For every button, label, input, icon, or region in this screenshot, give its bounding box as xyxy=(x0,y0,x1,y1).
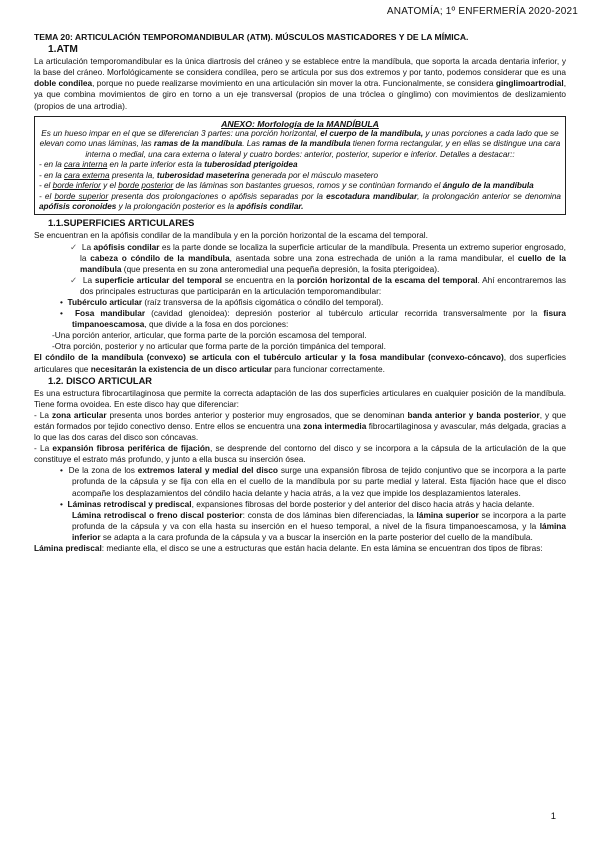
disco-intro: Es una estructura fibrocartilaginosa que permite la correcta adaptación de las dos superficies articulares en cualquier posición de la mandíbula. Tiene forma ovoidea. En este disco hay que diferenciar: xyxy=(34,387,566,409)
text-run: para funcionar correctamente. xyxy=(271,363,385,374)
check-item-temporal xyxy=(34,275,566,297)
text-run: . Ahí encontraremos las dos principales estructuras que participarán en la articulación temporomandibular: xyxy=(80,274,566,296)
text-run: - La xyxy=(34,443,53,454)
check-icon: ✓ xyxy=(70,241,78,252)
text-run-bold: escotadura mandibular xyxy=(326,191,418,201)
text-run-bold: expansión fibrosa periférica de fijación xyxy=(52,443,210,454)
bullet-item-tuberculo xyxy=(34,297,566,308)
document-body xyxy=(34,32,566,554)
text-run-bold: superficie articular del temporal xyxy=(94,274,222,285)
text-run-bold: tuberosidad pterigoidea xyxy=(204,160,298,170)
text-run: es la parte donde se localiza la superficie articular de la mandíbula. Presenta un extremo superior engrosado, la xyxy=(80,241,566,263)
text-run: , que divide a la fosa en dos porciones: xyxy=(144,319,289,330)
text-run: , asentada sobre una zona estrechada de unión a la rama mandibular, el xyxy=(229,252,518,263)
annex-box xyxy=(34,116,566,216)
text-run-bold: extremos lateral y medial del disco xyxy=(137,465,278,476)
running-header: ANATOMÍA; 1º ENFERMERÍA 2020-2021 xyxy=(386,6,578,17)
bullet-icon: • xyxy=(60,296,63,307)
section-heading-atm: 1.ATM xyxy=(48,44,78,56)
text-run-bold: porción horizontal de la escama del temporal xyxy=(297,274,478,285)
text-run-bold: El cóndilo de la mandíbula (convexo) se articula con el tubérculo articular y la fosa mandibular (convexo-cóncavo) xyxy=(34,352,504,363)
text-run: De la zona de los xyxy=(68,465,138,476)
text-run: - en la xyxy=(39,160,65,170)
text-run: . Las xyxy=(242,139,263,149)
bullet-item-fosa xyxy=(34,308,566,330)
text-run: , expansiones fibrosas del borde posterior y del anterior del disco hacia atrás y hacia delante. xyxy=(191,498,535,509)
text-run-bold: ramas de la mandíbula xyxy=(262,139,351,149)
bullet-item-laminas xyxy=(34,499,566,510)
text-run-bold: ángulo de la mandíbula xyxy=(442,181,534,191)
retrodiscal-paragraph xyxy=(34,510,566,543)
check-icon: ✓ xyxy=(70,274,78,285)
text-run-bold: doble condílea xyxy=(34,78,93,89)
text-run-underline: borde posterior xyxy=(118,181,174,191)
text-run: La articulación temporomandibular es la única diartrosis del cráneo y se establece entre la mandíbula, que soporta la arcada dentaria inferior, y la base del cráneo. Morfológicamente se considera condílea, pero se articula por sus dos extremos y por tanto, podemos considerar que es una xyxy=(34,56,566,78)
text-run: fibrocartilaginosa y avascular, más delgada, gracias a lo que las dos caras del disco son cóncavas. xyxy=(34,421,567,443)
document-title: TEMA 20: ARTICULACIÓN TEMPOROMANDIBULAR (ATM). MÚSCULOS MASTICADORES Y DE LA MÍMICA. xyxy=(34,32,469,42)
text-run: presenta dos prolongaciones o apófisis separadas por la xyxy=(108,191,327,201)
text-run-bold: Lámina retrodiscal o freno discal posterior xyxy=(72,509,243,520)
text-run-bold: lámina superior xyxy=(416,509,479,520)
bullet-item-extremos xyxy=(34,465,566,498)
bullet-icon: • xyxy=(60,308,63,319)
text-run-bold: banda anterior y banda posterior xyxy=(407,409,540,420)
text-run: - el xyxy=(39,191,55,201)
dash-item-zona-articular xyxy=(34,410,566,443)
text-run: , ya que combina movimientos de giro en torno a un eje transversal (propios de una tróclea o gínglimo) con movimientos de deslizamiento (propios de una artrodia). xyxy=(34,78,566,111)
text-run: se adapta a la cara profunda de la cápsula y va a buscar la inserción en la parte posterior del cuello de la mandíbula. xyxy=(100,531,533,542)
text-run: - el xyxy=(39,181,53,191)
annex-title: ANEXO: Morfología de la MANDÍBULA xyxy=(221,118,379,129)
annex-item xyxy=(39,181,561,191)
dash-item-expansion xyxy=(34,443,566,465)
text-run: tienen forma rectangular, y en ellas se distingue una cara interna o medial, una cara externa o lateral y cuatro bordes: anterior, posterior, superior e inferior. Detalles a destacar:: xyxy=(85,139,561,159)
text-run: Es un hueso impar en el que se diferencian 3 partes: una porción horizontal, xyxy=(41,129,321,139)
text-run-bold: tuberosidad maseterina xyxy=(156,170,250,180)
text-run: , la prolongación anterior se denomina xyxy=(417,191,561,201)
text-run-underline: cara externa xyxy=(64,170,110,180)
text-run: , porque no puede realizarse movimiento en una articulación sin mover la otra. Funcionalmente, se considera xyxy=(92,78,496,89)
dash-item-posterior: -Otra porción, posterior y no articular que forma parte de la porción timpánica del temporal. xyxy=(52,341,386,352)
text-run-bold: cabeza o cóndilo de la mandíbula xyxy=(90,252,230,263)
text-run-bold: Fosa mandibular xyxy=(74,308,146,319)
annex-paragraph xyxy=(39,129,561,160)
text-run: generada por el músculo masetero xyxy=(249,170,379,180)
text-run: (raíz transversa de la apófisis cigomática o cóndilo del temporal). xyxy=(142,296,384,307)
text-run-bold: cuello de la mandíbula xyxy=(80,252,567,274)
text-run-bold: fisura timpanoescamosa xyxy=(72,308,566,330)
summary-paragraph xyxy=(34,352,566,374)
text-run-bold: apófisis condilar xyxy=(93,241,160,252)
text-run-bold: Tubérculo articular xyxy=(67,296,143,307)
text-run: de las láminas son bastantes gruesos, romos y se continúan formando el xyxy=(173,181,443,191)
prediscal-paragraph xyxy=(34,543,566,554)
page-number: 1 xyxy=(550,811,556,822)
text-run: La xyxy=(81,241,94,252)
text-run-underline: borde superior xyxy=(54,191,109,201)
dash-item-anterior: -Una porción anterior, articular, que forma parte de la porción escamosa del temporal. xyxy=(52,330,367,341)
text-run: : consta de dos láminas bien diferenciadas, la xyxy=(242,509,417,520)
section-heading-superficies: 1.1.SUPERFICIES ARTICULARES xyxy=(48,218,195,229)
bullet-icon: • xyxy=(60,465,63,476)
superficies-intro: Se encuentran en la apófisis condilar de la mandíbula y en la porción horizontal de la escama del temporal. xyxy=(34,230,428,241)
text-run-bold: lámina inferior xyxy=(72,520,566,542)
text-run-bold: ginglimoartrodial xyxy=(495,78,564,89)
text-run-bold: zona intermedia xyxy=(303,421,367,431)
text-run: y unas porciones a cada lado que se elevan como unas láminas, las xyxy=(39,129,559,149)
text-run-bold: ramas de la mandíbula xyxy=(153,139,243,149)
text-run-bold: zona articular xyxy=(51,409,107,420)
text-run: (que presenta en su zona anteromedial una pequeña depresión, la fosita pterigoidea). xyxy=(121,263,440,274)
text-run: - La xyxy=(34,409,52,420)
text-run: y el xyxy=(100,181,119,191)
text-run-bold: apófisis coronoides xyxy=(39,201,117,211)
text-run: presenta la, xyxy=(109,170,157,180)
text-run-bold: el cuerpo de la mandíbula, xyxy=(320,129,424,139)
text-run: - en la xyxy=(39,170,65,180)
text-run: y la prolongación posterior es la xyxy=(116,201,237,211)
text-run: se incorpora a la parte profunda de la cápsula y va con ella hasta su inserción en el hueso temporal, a nivel de la fisura timpanoescamosa, y la xyxy=(72,509,566,531)
text-run: , dos superficies articulares que xyxy=(34,352,566,374)
annex-item xyxy=(39,160,561,170)
text-run-bold: apófisis condilar. xyxy=(236,201,304,211)
text-run-underline: cara interna xyxy=(64,160,108,170)
text-run-bold: necesitarán la existencia de un disco articular xyxy=(90,363,272,374)
text-run: : mediante ella, el disco se une a estructuras que están hacia delante. En esta lámina se encuentran dos tipos de fibras: xyxy=(101,543,543,554)
text-run: se encuentra en la xyxy=(222,274,298,285)
text-run: (cavidad glenoidea): depresión posterior al tubérculo articular recorrida transversalmente por la xyxy=(145,308,544,319)
annex-item xyxy=(39,171,561,181)
text-run: en la parte inferior esta la xyxy=(107,160,205,170)
text-run: presenta unos bordes anterior y posterior muy engrosados, que se denominan xyxy=(106,409,408,420)
text-run-underline: borde inferior xyxy=(52,181,101,191)
text-run-bold: Láminas retrodiscal y prediscal xyxy=(67,498,192,509)
text-run: surge una expansión fibrosa de tejido conjuntivo que se incorpora a la parte profunda de la cápsula y se fija con ella en el cuello de la mandíbula por su parte medial y lateral. Esta fijación hace que el disco acompañe los desplazamientos del cóndilo hacia delante y hacia atrás, a la vez que impide los desplazamientos laterales. xyxy=(72,465,566,498)
intro-paragraph xyxy=(34,56,566,111)
text-run: , y que están formados por tejido conectivo denso. Entre ellos se encuentra una xyxy=(34,409,566,431)
check-item-apofisis xyxy=(34,242,566,275)
section-heading-disco: 1.2. DISCO ARTICULAR xyxy=(48,375,152,386)
text-run: , se desprende del contorno del disco y se incorpora a la cápsula de la articulación de la que constituye el estrato más profundo, y junto a ella busca su inserción ósea. xyxy=(34,443,566,465)
text-run: La xyxy=(82,274,95,285)
text-run-bold: Lámina prediscal xyxy=(34,543,102,554)
annex-item xyxy=(39,192,561,213)
bullet-icon: • xyxy=(60,498,63,509)
